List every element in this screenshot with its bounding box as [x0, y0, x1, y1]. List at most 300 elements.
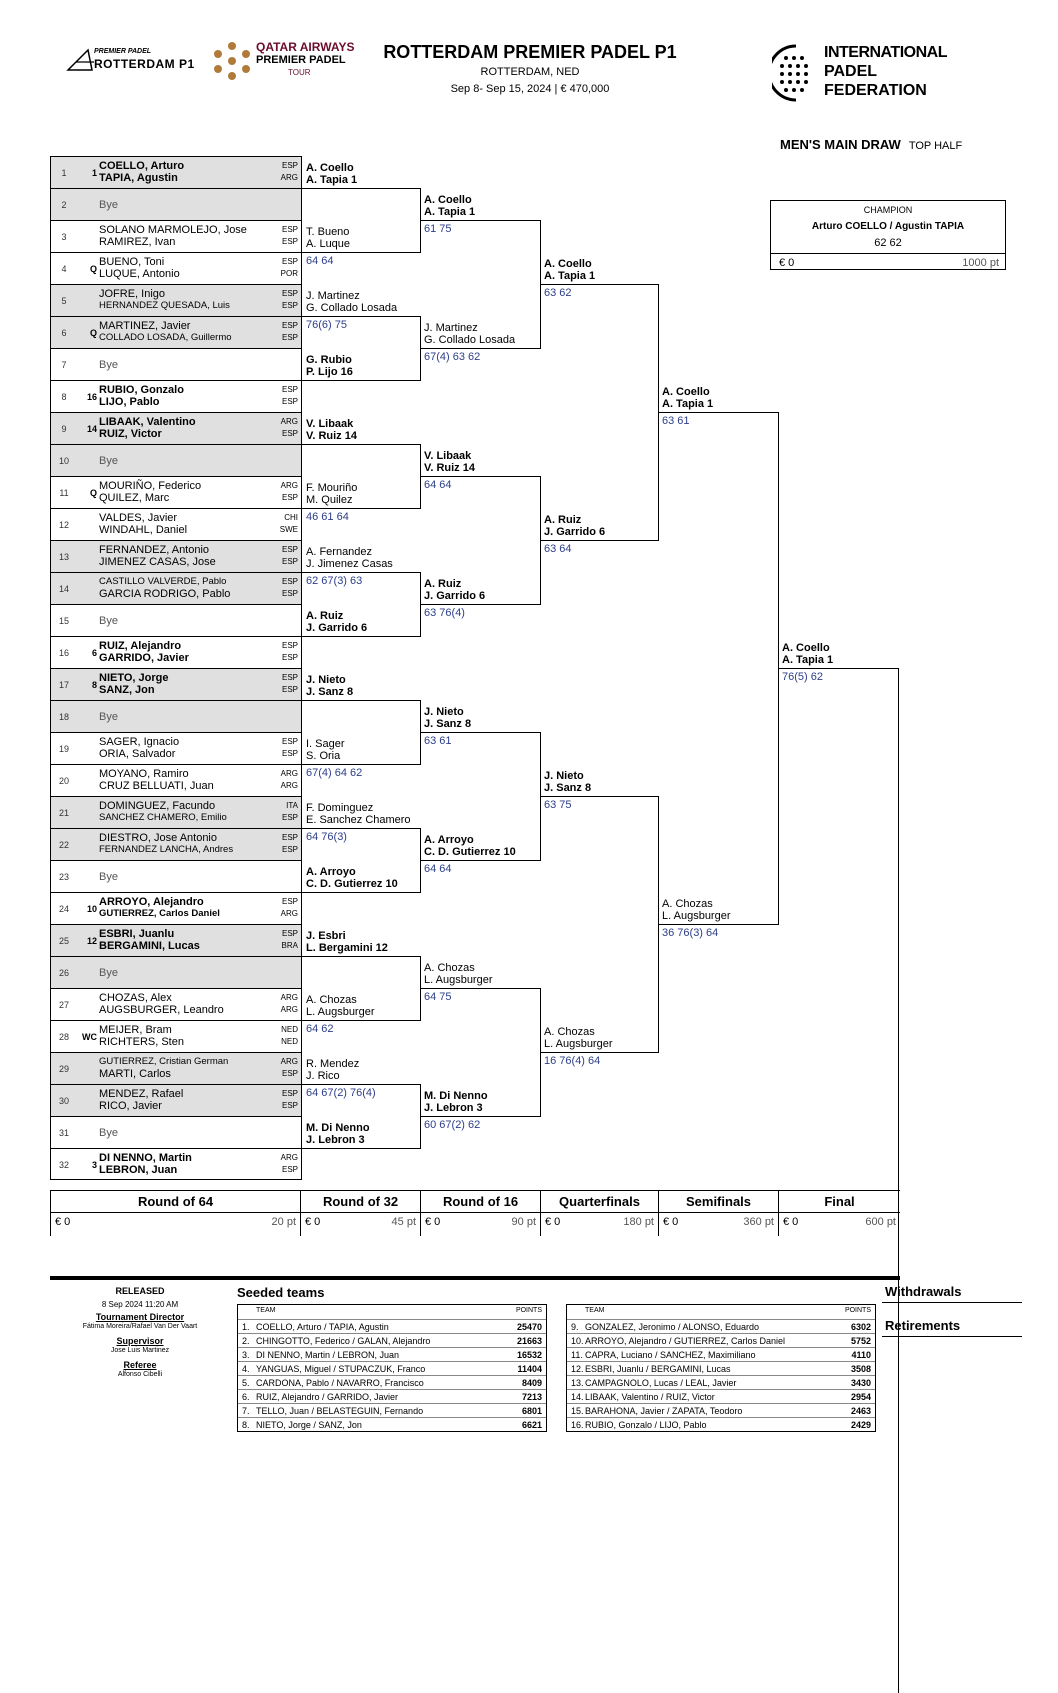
seed-marker: 6 — [91, 648, 97, 658]
seed-marker: Q — [89, 488, 97, 498]
winner-name: A. Tapia 1 — [424, 206, 476, 218]
draw-slot — [51, 1021, 301, 1053]
match-score: 64 64 — [424, 863, 452, 875]
seed-points: 6801 — [521, 1406, 542, 1416]
slot-number: 12 — [58, 520, 69, 530]
slot-number: 5 — [61, 296, 67, 306]
seed-marker: WC — [82, 1032, 97, 1042]
winner-name: A. Ruiz — [424, 578, 462, 590]
player-name: GARCIA RODRIGO, Pablo — [99, 588, 231, 600]
td-label: Tournament Director — [95, 1312, 185, 1322]
round-points: 20 pt — [271, 1216, 296, 1228]
winner-name: A. Ruiz — [306, 610, 344, 622]
seed-team: LIBAAK, Valentino / RUIZ, Victor — [585, 1392, 715, 1402]
winner-name: V. Ruiz 14 — [306, 430, 357, 442]
bracket-line — [420, 220, 540, 221]
seed-row — [567, 1389, 875, 1403]
round-points: 90 pt — [511, 1216, 536, 1228]
seed-marker: 16 — [86, 392, 97, 402]
seed-rank: 11. — [571, 1350, 583, 1360]
player-name: RUIZ, Victor — [99, 428, 162, 440]
match-score: 64 75 — [424, 991, 452, 1003]
seed-rank: 14. — [571, 1392, 584, 1402]
winner-name: A. Arroyo — [306, 866, 356, 878]
country-code: ESP — [281, 429, 298, 438]
match-score: 60 67(2) 62 — [424, 1119, 481, 1131]
withdrawals-label: Withdrawals — [885, 1284, 962, 1299]
winner-name: A. Coello — [544, 258, 592, 270]
slot-number: 30 — [58, 1096, 69, 1106]
player-name: DOMINGUEZ, Facundo — [99, 800, 216, 812]
player-name: CRUZ BELLUATI, Juan — [99, 780, 214, 792]
seed-row — [238, 1347, 546, 1361]
round-points: 45 pt — [391, 1216, 416, 1228]
bracket-line — [302, 956, 420, 957]
slot-number: 26 — [58, 968, 69, 978]
country-code: ARG — [280, 909, 298, 918]
draw-slot — [51, 317, 301, 349]
winner-name: A. Chozas — [306, 994, 357, 1006]
draw-slot — [51, 989, 301, 1021]
draw-label — [780, 137, 962, 152]
bracket-line — [420, 476, 540, 477]
seed-row — [238, 1417, 546, 1431]
bracket-line — [420, 860, 540, 861]
country-code: ESP — [281, 397, 298, 406]
bracket-line — [540, 1052, 658, 1053]
country-code: ARG — [280, 769, 298, 778]
winner-name: A. Chozas — [424, 962, 475, 974]
player-name: QUILEZ, Marc — [99, 492, 170, 504]
round-name: Round of 16 — [442, 1194, 519, 1209]
seed-row — [567, 1319, 875, 1333]
player-name: ESBRI, Juanlu — [99, 928, 175, 940]
seed-points: 21663 — [516, 1336, 542, 1346]
bracket-line — [302, 1020, 420, 1021]
slot-number: 14 — [58, 584, 69, 594]
seed-table — [566, 1304, 876, 1432]
slot-number: 27 — [58, 1000, 69, 1010]
tournament-location: ROTTERDAM, NED — [480, 66, 580, 78]
footer-divider — [50, 1276, 900, 1280]
country-code: ESP — [281, 577, 298, 586]
draw-slot — [51, 925, 301, 957]
draw-slot — [51, 189, 301, 221]
winner-name: C. D. Gutierrez 10 — [424, 846, 516, 858]
bracket-line — [658, 412, 778, 413]
tournament-dates: Sep 8- Sep 15, 2024 | € 470,000 — [450, 83, 610, 95]
country-code: ESP — [281, 557, 298, 566]
match-score: 36 76(3) 64 — [662, 927, 719, 939]
winner-name: A. Tapia 1 — [544, 270, 596, 282]
winner-name: J. Garrido 6 — [424, 590, 486, 602]
player-name: RUIZ, Alejandro — [99, 640, 182, 652]
winner-name: J. Esbri — [306, 930, 346, 942]
match-score: 63 62 — [544, 287, 572, 299]
released-info — [50, 1284, 230, 1378]
round-money: € 0 — [425, 1216, 441, 1228]
retirements-label: Retirements — [885, 1318, 961, 1333]
winner-name: L. Augsburger — [424, 974, 493, 986]
seed-team: GONZALEZ, Jeronimo / ALONSO, Eduardo — [585, 1322, 760, 1332]
winner-name: V. Ruiz 14 — [424, 462, 475, 474]
seed-team: BARAHONA, Javier / ZAPATA, Teodoro — [585, 1406, 743, 1416]
slot-number: 31 — [58, 1128, 69, 1138]
rotterdam-p1-logo — [66, 44, 206, 74]
seed-row — [567, 1333, 875, 1347]
player-name: NIETO, Jorge — [99, 672, 169, 684]
round-headers — [50, 1190, 900, 1236]
match-score: 63 76(4) — [424, 607, 465, 619]
seed-team: ESBRI, Juanlu / BERGAMINI, Lucas — [585, 1364, 731, 1374]
draw-slot — [51, 829, 301, 861]
player-name: RICO, Javier — [99, 1100, 162, 1112]
ipf-text-3: FEDERATION — [824, 82, 927, 99]
country-code: ARG — [280, 993, 298, 1002]
player-name: TAPIA, Agustin — [99, 172, 178, 184]
country-code: ESP — [281, 673, 298, 682]
slot-number: 11 — [59, 488, 69, 498]
country-code: ARG — [280, 481, 298, 490]
slot-number: 32 — [58, 1160, 69, 1170]
seed-points: 4110 — [851, 1350, 871, 1360]
player-name: COLLADO LOSADA, Guillermo — [99, 332, 232, 343]
winner-name: E. Sanchez Chamero — [306, 814, 411, 826]
seed-points: 11404 — [517, 1364, 542, 1374]
country-code: ESP — [281, 289, 298, 298]
draw-slot — [51, 157, 301, 189]
round-money: € 0 — [663, 1216, 679, 1228]
draw-half: TOP HALF — [908, 140, 963, 152]
seed-rank: 13. — [571, 1378, 584, 1388]
draw-slot — [51, 381, 301, 413]
country-code: ESP — [281, 1089, 298, 1098]
bracket-line — [420, 348, 540, 349]
player-name: BERGAMINI, Lucas — [99, 940, 200, 952]
player-name: SANCHEZ CHAMERO, Emilio — [99, 812, 227, 823]
winner-name: J. Rico — [306, 1070, 340, 1082]
champion-money: € 0 — [779, 257, 795, 269]
slot-number: 2 — [61, 200, 67, 210]
slot-number: 25 — [58, 936, 69, 946]
ipf-text-2: PADEL — [824, 63, 878, 80]
seed-row — [238, 1361, 546, 1375]
match-score: 16 76(4) 64 — [544, 1055, 601, 1067]
seed-points: 6621 — [521, 1420, 542, 1430]
bracket-line — [778, 668, 898, 669]
winner-name: J. Nieto — [306, 674, 346, 686]
td-name: Fátima Moreira/Rafael Van Der Vaart — [82, 1323, 198, 1330]
round-points: 600 pt — [865, 1216, 896, 1228]
seed-points: 2463 — [850, 1406, 871, 1416]
bracket-line — [302, 316, 420, 317]
bracket-line — [302, 572, 420, 573]
seed-marker: 10 — [86, 904, 97, 914]
player-name: ARROYO, Alejandro — [99, 896, 204, 908]
slot-number: 1 — [61, 168, 67, 178]
player-name: MOYANO, Ramiro — [99, 768, 189, 780]
seed-points: 2954 — [850, 1392, 871, 1402]
round-money: € 0 — [55, 1216, 71, 1228]
winner-name: J. Sanz 8 — [424, 718, 472, 730]
winner-name: A. Chozas — [662, 898, 713, 910]
seed-points: 25470 — [516, 1322, 542, 1332]
slot-number: 29 — [58, 1064, 69, 1074]
country-code: ESP — [281, 257, 298, 266]
seed-rank: 1. — [242, 1322, 250, 1332]
champion-names: Arturo COELLO / Agustin TAPIA — [811, 221, 965, 232]
winner-name: F. Dominguez — [306, 802, 374, 814]
bracket-line — [302, 444, 420, 445]
country-code: ESP — [281, 385, 298, 394]
bracket-line — [540, 796, 658, 797]
country-code: ARG — [280, 781, 298, 790]
seed-team: RUBIO, Gonzalo / LIJO, Pablo — [585, 1420, 707, 1430]
player-name: GUTIERREZ, Cristian German — [99, 1056, 229, 1067]
slot-number: 4 — [61, 264, 67, 274]
match-score: 67(4) 64 62 — [306, 767, 363, 779]
bracket-line — [302, 764, 420, 765]
draw-slot — [51, 413, 301, 445]
champion-prize — [771, 253, 1005, 271]
bracket-line — [302, 828, 420, 829]
draw-slot — [51, 1053, 301, 1085]
country-code: ESP — [281, 897, 298, 906]
draw-slot — [51, 509, 301, 541]
seed-points: 3508 — [850, 1364, 871, 1374]
bye-label: Bye — [99, 199, 118, 211]
country-code: BRA — [281, 941, 298, 950]
round-header-line — [50, 1212, 900, 1213]
bracket-line — [420, 732, 540, 733]
round-64-table — [50, 156, 302, 1180]
seed-team: CHINGOTTO, Federico / GALAN, Alejandro — [256, 1336, 431, 1346]
draw-slot — [51, 1149, 301, 1181]
winner-name: S. Oria — [306, 750, 341, 762]
draw-slot — [51, 893, 301, 925]
seed-rank: 3. — [242, 1350, 250, 1360]
draw-slot — [51, 1085, 301, 1117]
winner-name: G. Collado Losada — [306, 302, 398, 314]
winner-name: C. D. Gutierrez 10 — [306, 878, 398, 890]
seed-team: CARDONA, Pablo / NAVARRO, Francisco — [256, 1378, 424, 1388]
team-header: TEAM — [585, 1307, 605, 1314]
seed-marker: Q — [89, 264, 97, 274]
winner-name: J. Sanz 8 — [306, 686, 354, 698]
draw-slot — [51, 253, 301, 285]
country-code: ESP — [281, 685, 298, 694]
match-score: 63 64 — [544, 543, 572, 555]
match-score: 62 67(3) 63 — [306, 575, 363, 587]
seed-row — [238, 1389, 546, 1403]
bracket-line — [898, 668, 899, 1693]
match-score: 64 64 — [306, 255, 334, 267]
seed-rank: 5. — [242, 1378, 250, 1388]
winner-name: G. Collado Losada — [424, 334, 516, 346]
slot-number: 7 — [61, 360, 67, 370]
bye-label: Bye — [99, 967, 118, 979]
winner-name: P. Lijo 16 — [306, 366, 353, 378]
bye-label: Bye — [99, 455, 118, 467]
match-score: 64 64 — [424, 479, 452, 491]
winner-name: A. Ruiz — [544, 514, 582, 526]
draw-slot — [51, 957, 301, 989]
winner-name: J. Jimenez Casas — [306, 558, 393, 570]
bracket-line — [420, 1116, 540, 1117]
seed-team: YANGUAS, Miguel / STUPACZUK, Franco — [256, 1364, 426, 1374]
seed-rank: 6. — [242, 1392, 250, 1402]
country-code: ESP — [281, 321, 298, 330]
round-points: 360 pt — [743, 1216, 774, 1228]
bye-label: Bye — [99, 871, 118, 883]
match-score: 63 75 — [544, 799, 572, 811]
match-score: 64 62 — [306, 1023, 334, 1035]
winner-name: M. Di Nenno — [424, 1090, 488, 1102]
seed-team: NIETO, Jorge / SANZ, Jon — [256, 1420, 362, 1430]
slot-number: 18 — [58, 712, 69, 722]
round-header-line — [50, 1190, 900, 1191]
slot-number: 23 — [58, 872, 69, 882]
winner-name: J. Sanz 8 — [544, 782, 592, 794]
player-name: GARRIDO, Javier — [99, 652, 189, 664]
bracket-line — [302, 636, 420, 637]
match-score: 63 61 — [662, 415, 690, 427]
country-code: ARG — [280, 1153, 298, 1162]
player-name: SOLANO MARMOLEJO, Jose — [99, 224, 247, 236]
draw-slot — [51, 285, 301, 317]
country-code: ESP — [281, 545, 298, 554]
bracket-line — [302, 252, 420, 253]
draw-slot — [51, 669, 301, 701]
winner-name: T. Bueno — [306, 226, 350, 238]
country-code: ESP — [281, 813, 298, 822]
seed-rank: 2. — [242, 1336, 250, 1346]
seed-row — [238, 1403, 546, 1417]
bye-label: Bye — [99, 359, 118, 371]
winner-name: M. Di Nenno — [306, 1122, 370, 1134]
draw-slot — [51, 701, 301, 733]
seed-row — [567, 1403, 875, 1417]
seed-team: ARROYO, Alejandro / GUTIERREZ, Carlos Daniel — [585, 1336, 786, 1346]
country-code: POR — [280, 269, 298, 278]
country-code: ESP — [281, 1165, 298, 1174]
player-name: ORIA, Salvador — [99, 748, 176, 760]
country-code: ARG — [280, 417, 298, 426]
player-name: MARTI, Carlos — [99, 1068, 171, 1080]
country-code: NED — [281, 1037, 298, 1046]
slot-number: 21 — [58, 808, 69, 818]
slot-number: 3 — [61, 232, 67, 242]
country-code: ESP — [281, 1069, 298, 1078]
winner-name: J. Garrido 6 — [306, 622, 368, 634]
seed-rank: 7. — [242, 1406, 250, 1416]
player-name: WINDAHL, Daniel — [99, 524, 188, 536]
bracket-line — [302, 700, 420, 701]
seed-row — [567, 1375, 875, 1389]
bracket-line — [302, 380, 420, 381]
player-name: LIJO, Pablo — [99, 396, 160, 408]
player-name: MEIJER, Bram — [99, 1024, 172, 1036]
seed-team: RUIZ, Alejandro / GARRIDO, Javier — [256, 1392, 399, 1402]
country-code: ITA — [286, 801, 298, 810]
ipf-logo — [772, 42, 947, 104]
seed-rank: 10. — [571, 1336, 584, 1346]
bracket-line — [302, 508, 420, 509]
seed-rank: 16. — [571, 1420, 584, 1430]
seeded-title: Seeded teams — [237, 1285, 325, 1300]
seed-marker: 3 — [91, 1160, 97, 1170]
round-name: Round of 32 — [322, 1194, 399, 1209]
tour-text: TOUR — [288, 68, 311, 77]
bracket-line — [420, 604, 540, 605]
released-label: RELEASED — [115, 1286, 165, 1296]
winner-name: I. Sager — [306, 738, 345, 750]
player-name: GUTIERREZ, Carlos Daniel — [99, 908, 220, 919]
logo-text: ROTTERDAM P1 — [94, 57, 195, 71]
round-header — [540, 1190, 658, 1236]
player-name: RUBIO, Gonzalo — [99, 384, 184, 396]
player-name: RICHTERS, Sten — [99, 1036, 184, 1048]
champion-points: 1000 pt — [962, 257, 999, 269]
country-code: ESP — [281, 301, 298, 310]
winner-name: A. Tapia 1 — [782, 654, 834, 666]
draw-slot — [51, 1117, 301, 1149]
logo-small-text: PREMIER PADEL — [94, 48, 152, 55]
champion-box — [770, 200, 1006, 270]
seed-row — [238, 1319, 546, 1333]
country-code: ARG — [280, 1057, 298, 1066]
winner-name: G. Rubio — [306, 354, 352, 366]
seed-points: 3430 — [850, 1378, 871, 1388]
winner-name: A. Coello — [782, 642, 830, 654]
seed-row — [567, 1347, 875, 1361]
draw-slot — [51, 605, 301, 637]
slot-number: 10 — [58, 456, 69, 466]
seed-team: DI NENNO, Martin / LEBRON, Juan — [256, 1350, 400, 1360]
seed-team: TELLO, Juan / BELASTEGUIN, Fernando — [256, 1406, 424, 1416]
seed-points: 7213 — [521, 1392, 542, 1402]
country-code: ESP — [281, 737, 298, 746]
slot-number: 20 — [58, 776, 69, 786]
round-header — [50, 1190, 300, 1236]
player-name: MARTINEZ, Javier — [99, 320, 191, 332]
country-code: CHI — [284, 513, 298, 522]
referee-label: Referee — [123, 1360, 157, 1370]
country-code: ESP — [281, 589, 298, 598]
country-code: ESP — [281, 749, 298, 758]
country-code: ESP — [281, 929, 298, 938]
seed-points: 2429 — [850, 1420, 871, 1430]
seed-team: CAPRA, Luciano / SANCHEZ, Maximiliano — [585, 1350, 756, 1360]
slot-number: 13 — [58, 552, 69, 562]
player-name: RAMIREZ, Ivan — [99, 236, 176, 248]
ipf-text-1: INTERNATIONAL — [824, 44, 947, 61]
seed-row — [238, 1333, 546, 1347]
round-header — [658, 1190, 778, 1236]
slot-number: 6 — [61, 328, 67, 338]
player-name: HERNANDEZ QUESADA, Luis — [99, 300, 230, 311]
player-name: COELLO, Arturo — [99, 160, 185, 172]
round-name: Final — [824, 1194, 855, 1209]
slot-number: 24 — [58, 904, 69, 914]
slot-number: 15 — [58, 616, 69, 626]
winner-name: V. Libaak — [306, 418, 354, 430]
player-name: SANZ, Jon — [99, 684, 155, 696]
winner-name: A. Coello — [424, 194, 472, 206]
player-name: AUGSBURGER, Leandro — [99, 1004, 224, 1016]
seed-rank: 9. — [571, 1322, 579, 1332]
country-code: ESP — [281, 161, 298, 170]
